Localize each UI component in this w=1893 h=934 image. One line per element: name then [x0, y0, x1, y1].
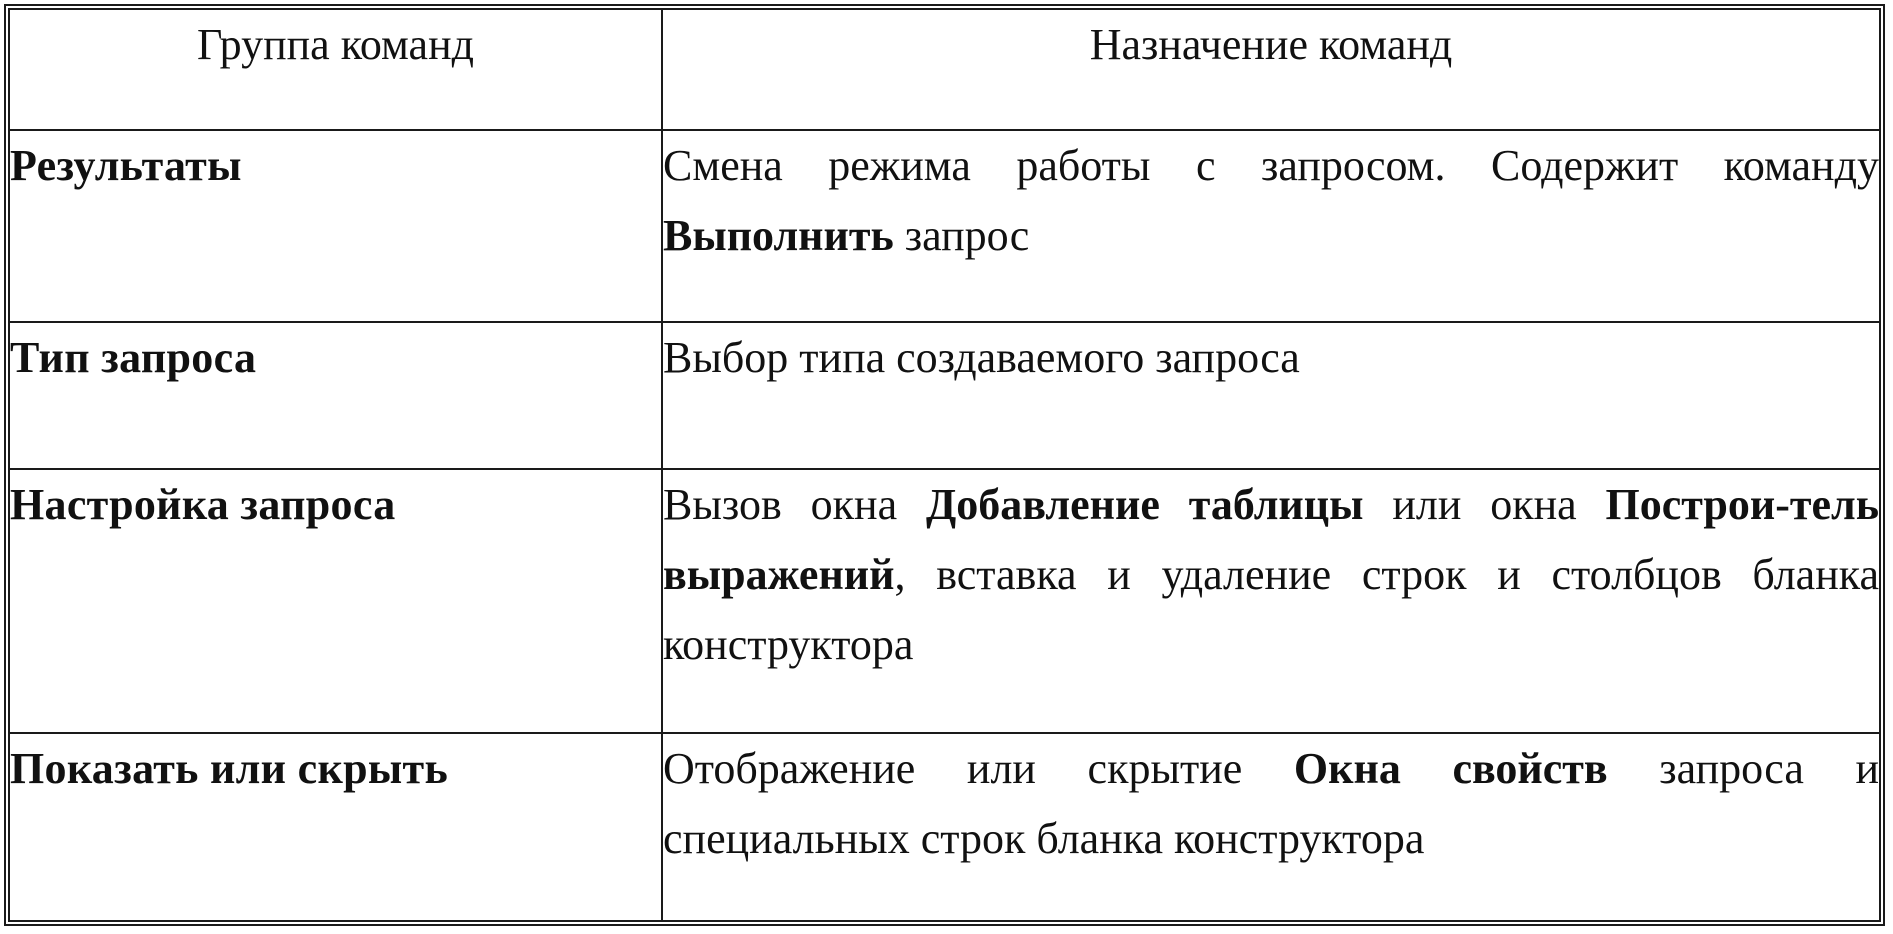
row-group-query-type: Тип запроса	[10, 322, 662, 469]
purpose-segment: Вызов окна	[663, 480, 926, 529]
table-header-row	[10, 10, 1879, 130]
table-row	[10, 733, 1879, 922]
purpose-segment: Выбор типа создаваемого запроса	[663, 333, 1300, 382]
purpose-segment-bold: Окна свойств	[1293, 744, 1608, 793]
purpose-segment: Смена режима работы с запросом. Содержит команду	[663, 141, 1879, 190]
row-group-results: Результаты	[10, 130, 662, 322]
row-purpose-query-type	[662, 322, 1879, 469]
purpose-segment-bold: Добавление таблицы	[925, 480, 1364, 529]
row-purpose-show-hide	[662, 733, 1879, 922]
purpose-segment: , вставка и удаление строк и столбцов бланка конструктора	[663, 550, 1879, 669]
table-row	[10, 469, 1879, 733]
command-table-frame	[4, 4, 1885, 926]
row-group-show-hide: Показать или скрыть	[10, 733, 662, 922]
purpose-segment: Отображение или скрытие	[663, 744, 1294, 793]
table-row	[10, 322, 1879, 469]
command-groups-table	[10, 10, 1879, 922]
purpose-segment: или окна	[1363, 480, 1606, 529]
header-command-purpose: Назначение команд	[662, 10, 1879, 130]
row-group-query-setup: Настройка запроса	[10, 469, 662, 733]
purpose-segment-bold: Выполнить	[663, 211, 894, 260]
row-purpose-results	[662, 130, 1879, 322]
purpose-segment-bold: Построи-тель выражений	[663, 480, 1880, 599]
header-command-group: Группа команд	[10, 10, 662, 130]
row-purpose-query-setup	[662, 469, 1879, 733]
table-row	[10, 130, 1879, 322]
purpose-segment: запрос	[893, 211, 1030, 260]
purpose-segment: запроса и специальных строк бланка конструктора	[663, 744, 1879, 863]
